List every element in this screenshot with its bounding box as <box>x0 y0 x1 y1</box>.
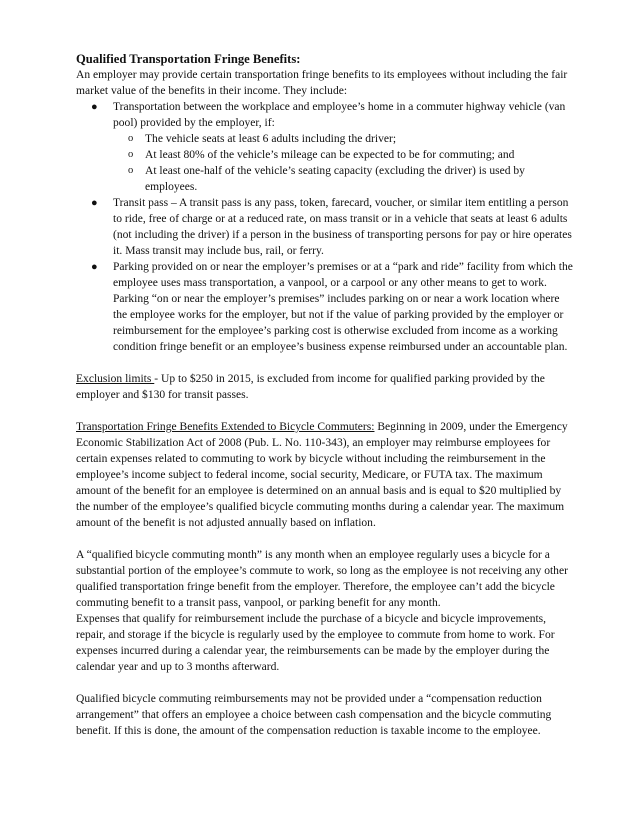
sub-list-item-text: The vehicle seats at least 6 adults including the driver; <box>145 133 397 145</box>
exclusion-limits-paragraph <box>76 371 574 403</box>
spacer <box>76 355 574 371</box>
list-item-van-pool <box>91 99 574 195</box>
qualified-month-paragraph: A “qualified bicycle commuting month” is any month when an employee regularly uses a bicycle for a substantial portion of the employee’s commute to work, so long as the employee is not receiving any other qualified transportation fringe benefit from the employer. Therefore, the employee can’t add the bicycle commuting benefit to a transit pass, vanpool, or parking benefit for any month. <box>76 549 568 609</box>
bullet-icon: ● <box>91 261 98 273</box>
bicycle-commuters-paragraph <box>76 419 574 531</box>
circle-bullet-icon: o <box>128 165 134 176</box>
list-item-transit-pass <box>91 195 574 259</box>
sub-list-item <box>128 163 574 195</box>
exclusion-limits-label: Exclusion limits <box>76 373 155 385</box>
list-item-text: Transportation between the workplace and employee’s home in a commuter highway vehicle (van pool) provided by the employer, if: <box>113 101 566 129</box>
spacer <box>76 403 574 419</box>
bicycle-commuters-text: Beginning in 2009, under the Emergency Economic Stabilization Act of 2008 (Pub. L. No. 110-343), an employer may reimburse employees for certain expenses related to commuting to work by bicycle without including the reimbursement in the employee’s income subject to federal income, social security, Medicare, or FUTA tax. The maximum amount of the benefit for an employee is determined on an annual basis and is equal to $20 multiplied by the number of the employee’s qualified bicycle commuting months during a calendar year. The maximum amount of the benefit is not adjusted annually based on inflation. <box>76 421 568 529</box>
circle-bullet-icon: o <box>128 133 134 144</box>
spacer <box>76 531 574 547</box>
exclusion-limits-text: - Up to $250 in 2015, is excluded from income for qualified parking provided by the employer and $130 for transit passes. <box>76 373 545 401</box>
circle-bullet-icon: o <box>128 149 134 160</box>
intro-paragraph: An employer may provide certain transportation fringe benefits to its employees without including the fair market value of the benefits in their income. They include: <box>76 69 568 97</box>
fringe-benefit-list <box>76 99 574 355</box>
section-heading: Qualified Transportation Fringe Benefits: <box>76 52 301 66</box>
sub-list-item-text: At least 80% of the vehicle’s mileage can be expected to be for commuting; and <box>145 149 515 161</box>
sub-list-item <box>128 131 574 147</box>
sub-list-item <box>128 147 574 163</box>
list-item-text: Transit pass – A transit pass is any pass, token, farecard, voucher, or similar item entitling a person to ride, free of charge or at a reduced rate, on mass transit or in a vehicle that seats at least 6 adults (not including the driver) if a person in the business of transporting persons for pay or hire operates it. Mass transit may include bus, rail, or ferry. <box>113 197 572 257</box>
bicycle-commuters-label: Transportation Fringe Benefits Extended to Bicycle Commuters: <box>76 421 375 433</box>
sub-list-item-text: At least one-half of the vehicle’s seating capacity (excluding the driver) is used by employees. <box>145 165 525 193</box>
spacer <box>76 675 574 691</box>
bullet-icon: ● <box>91 101 98 113</box>
van-pool-conditions <box>113 131 574 195</box>
list-item-parking <box>91 259 574 355</box>
compensation-reduction-paragraph: Qualified bicycle commuting reimbursements may not be provided under a “compensation reduction arrangement” that offers an employee a choice between cash compensation and the bicycle commuting benefit. If this is done, the amount of the compensation reduction is taxable income to the employee. <box>76 693 552 737</box>
expenses-paragraph: Expenses that qualify for reimbursement include the purchase of a bicycle and bicycle improvements, repair, and storage if the bicycle is regularly used by the employee to commute from home to work. For expenses incurred during a calendar year, the reimbursements can be made by the employer during the calendar year and up to 3 months afterward. <box>76 613 555 673</box>
bullet-icon: ● <box>91 197 98 209</box>
list-item-text: Parking provided on or near the employer’s premises or at a “park and ride” facility from which the employee uses mass transportation, a vanpool, or a carpool or any other means to get to work. Parking “on or near the employer’s premises” includes parking on or near a work location where the employee works for the employer, but not if the value of parking provided by the employer or reimbursement for the employee’s parking cost is otherwise excluded from income as a working condition fringe benefit or an employee’s business expense reimbursed under an accountable plan. <box>113 261 573 353</box>
